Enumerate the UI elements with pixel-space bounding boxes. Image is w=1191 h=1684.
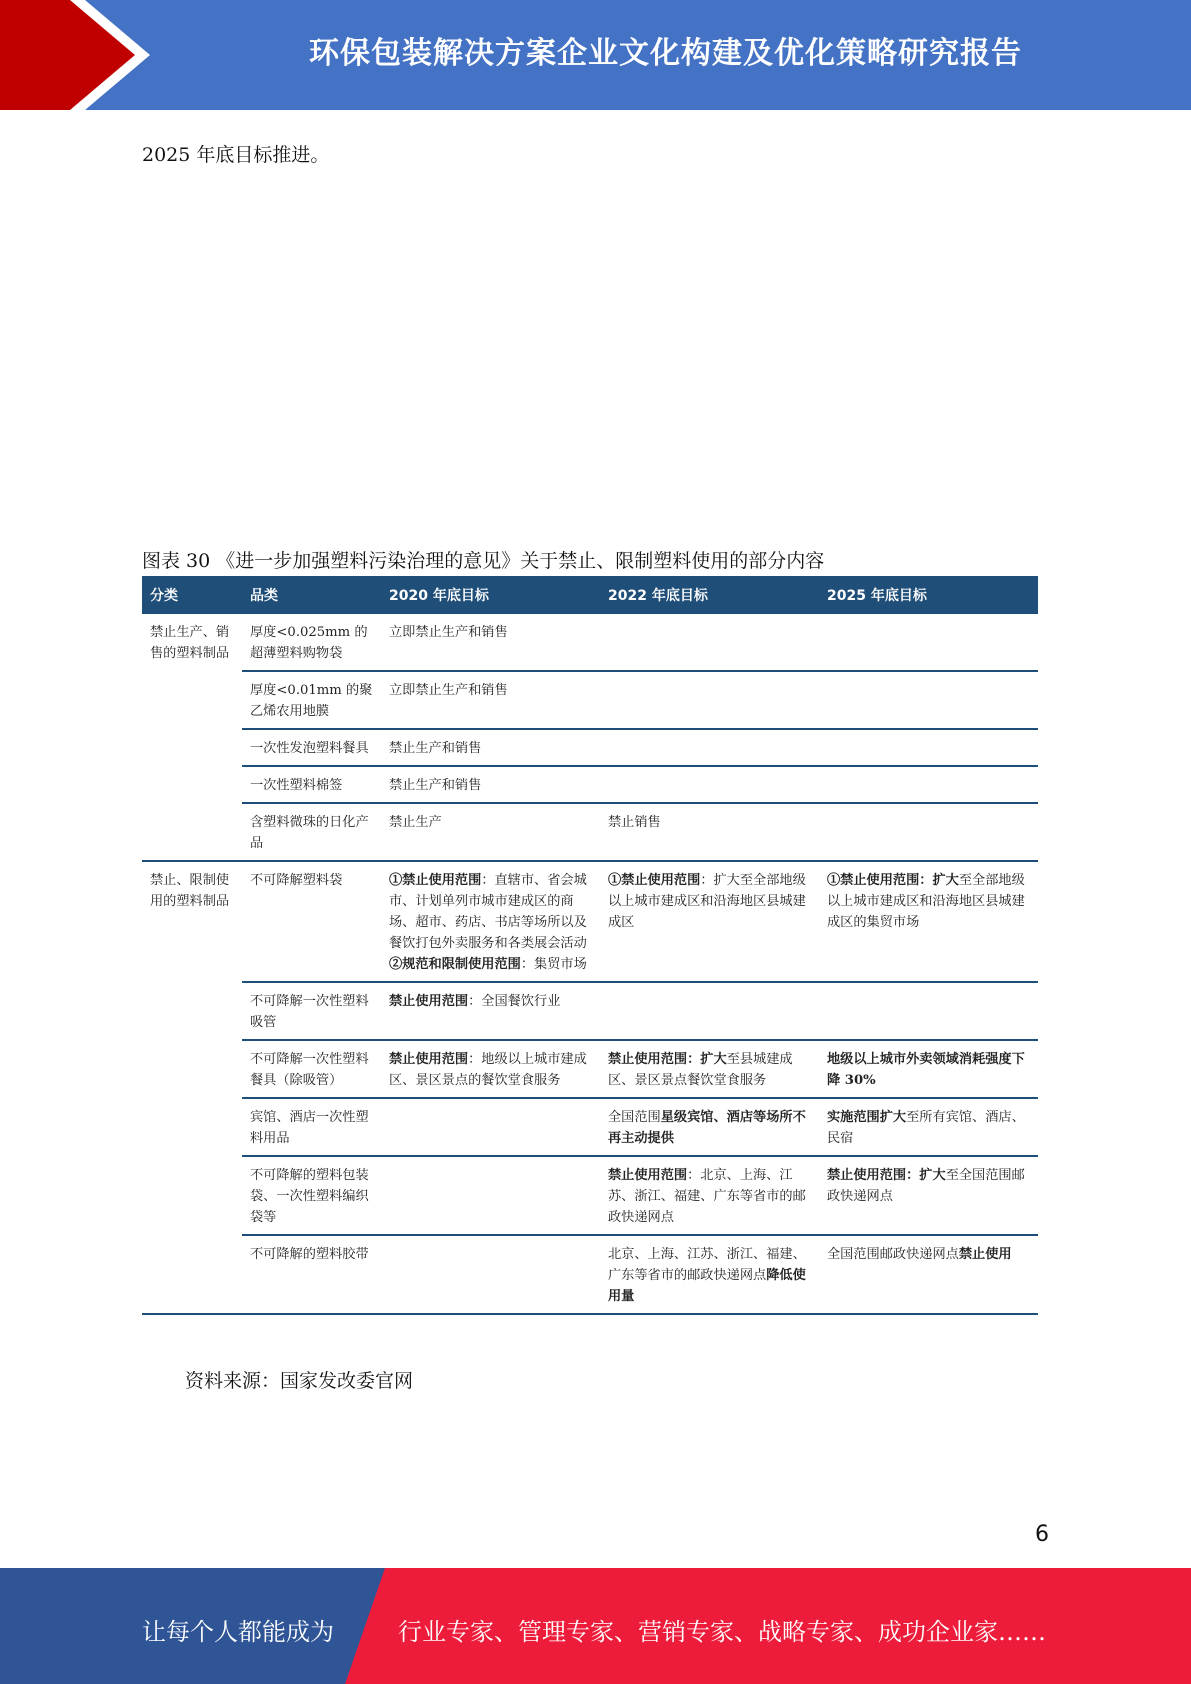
target-2025-cell: ①禁止使用范围：扩大至全部地级以上城市建成区和沿海地区县城建成区的集贸市场 bbox=[819, 861, 1038, 982]
item-cell: 厚度<0.025mm 的超薄塑料购物袋 bbox=[242, 614, 381, 671]
item-cell: 不可降解一次性塑料吸管 bbox=[242, 982, 381, 1040]
table-header-row bbox=[142, 576, 1038, 614]
target-2022-cell bbox=[600, 671, 819, 729]
table-row bbox=[142, 1235, 1038, 1314]
target-2025-cell bbox=[819, 982, 1038, 1040]
footer-slogan-right: 行业专家、管理专家、营销专家、战略专家、成功企业家…… bbox=[398, 1618, 1046, 1646]
target-2022-cell bbox=[600, 766, 819, 803]
table-row bbox=[142, 1098, 1038, 1156]
target-2025-cell bbox=[819, 729, 1038, 766]
target-2020-cell bbox=[381, 1098, 600, 1156]
target-2022-cell: 全国范围星级宾馆、酒店等场所不再主动提供 bbox=[600, 1098, 819, 1156]
table-row bbox=[142, 982, 1038, 1040]
target-2022-cell: 北京、上海、江苏、浙江、福建、广东等省市的邮政快递网点降低使用量 bbox=[600, 1235, 819, 1314]
target-2020-cell bbox=[381, 1235, 600, 1314]
target-2025-cell: 禁止使用范围：扩大至全国范围邮政快递网点 bbox=[819, 1156, 1038, 1235]
target-2020-cell: 立即禁止生产和销售 bbox=[381, 614, 600, 671]
item-cell: 含塑料微珠的日化产品 bbox=[242, 803, 381, 861]
target-2020-cell: 禁止生产 bbox=[381, 803, 600, 861]
target-2025-cell bbox=[819, 671, 1038, 729]
figure-caption: 图表 30 《进一步加强塑料污染治理的意见》关于禁止、限制塑料使用的部分内容 bbox=[142, 550, 825, 572]
intro-text: 2025 年底目标推进。 bbox=[142, 144, 330, 166]
target-2020-cell: ①禁止使用范围：直辖市、省会城市、计划单列市城市建成区的商场、超市、药店、书店等场所以及餐饮打包外卖服务和各类展会活动 ②规范和限制使用范围：集贸市场 bbox=[381, 861, 600, 982]
table-row bbox=[142, 1156, 1038, 1235]
target-2022-cell bbox=[600, 614, 819, 671]
item-cell: 厚度<0.01mm 的聚乙烯农用地膜 bbox=[242, 671, 381, 729]
target-2022-cell: 禁止使用范围：扩大至县城建成区、景区景点餐饮堂食服务 bbox=[600, 1040, 819, 1098]
target-2022-cell: ①禁止使用范围：扩大至全部地级以上城市建成区和沿海地区县城建成区 bbox=[600, 861, 819, 982]
footer-banner bbox=[0, 1568, 1191, 1684]
page-number: 6 bbox=[1035, 1522, 1049, 1547]
target-2022-cell: 禁止销售 bbox=[600, 803, 819, 861]
target-2020-cell: 禁止生产和销售 bbox=[381, 766, 600, 803]
header-banner bbox=[0, 0, 1191, 110]
table-row bbox=[142, 766, 1038, 803]
target-2020-cell: 禁止使用范围：全国餐饮行业 bbox=[381, 982, 600, 1040]
item-cell: 不可降解的塑料胶带 bbox=[242, 1235, 381, 1314]
target-2025-cell bbox=[819, 614, 1038, 671]
target-2022-cell: 禁止使用范围：北京、上海、江苏、浙江、福建、广东等省市的邮政快递网点 bbox=[600, 1156, 819, 1235]
item-cell: 不可降解塑料袋 bbox=[242, 861, 381, 982]
header-item: 品类 bbox=[242, 576, 381, 614]
item-cell: 宾馆、酒店一次性塑料用品 bbox=[242, 1098, 381, 1156]
table-row bbox=[142, 671, 1038, 729]
target-2025-cell bbox=[819, 766, 1038, 803]
item-cell: 一次性发泡塑料餐具 bbox=[242, 729, 381, 766]
item-cell: 不可降解的塑料包装袋、一次性塑料编织袋等 bbox=[242, 1156, 381, 1235]
table-row bbox=[142, 614, 1038, 671]
target-2020-cell: 禁止使用范围：地级以上城市建成区、景区景点的餐饮堂食服务 bbox=[381, 1040, 600, 1098]
target-2020-cell bbox=[381, 1156, 600, 1235]
target-2022-cell bbox=[600, 982, 819, 1040]
target-2025-cell: 全国范围邮政快递网点禁止使用 bbox=[819, 1235, 1038, 1314]
footer-slogan-left: 让每个人都能成为 bbox=[142, 1618, 334, 1646]
table-row bbox=[142, 1040, 1038, 1098]
header-2020: 2020 年底目标 bbox=[381, 576, 600, 614]
target-2020-cell: 禁止生产和销售 bbox=[381, 729, 600, 766]
header-2022: 2022 年底目标 bbox=[600, 576, 819, 614]
item-cell: 不可降解一次性塑料餐具（除吸管） bbox=[242, 1040, 381, 1098]
report-title: 环保包装解决方案企业文化构建及优化策略研究报告 bbox=[309, 36, 1022, 71]
table-row bbox=[142, 729, 1038, 766]
table-row bbox=[142, 861, 1038, 982]
header-2025: 2025 年底目标 bbox=[819, 576, 1038, 614]
target-2022-cell bbox=[600, 729, 819, 766]
target-2020-cell: 立即禁止生产和销售 bbox=[381, 671, 600, 729]
target-2025-cell bbox=[819, 803, 1038, 861]
item-cell: 一次性塑料棉签 bbox=[242, 766, 381, 803]
header-category: 分类 bbox=[142, 576, 242, 614]
target-2025-cell: 地级以上城市外卖领域消耗强度下降 30% bbox=[819, 1040, 1038, 1098]
category-cell: 禁止、限制使用的塑料制品 bbox=[150, 873, 230, 909]
chevron-decoration bbox=[0, 0, 160, 110]
source-note: 资料来源：国家发改委官网 bbox=[185, 1370, 414, 1392]
category-cell: 禁止生产、销售的塑料制品 bbox=[150, 625, 230, 661]
table-row bbox=[142, 803, 1038, 861]
policy-table bbox=[142, 576, 1038, 1315]
target-2025-cell: 实施范围扩大至所有宾馆、酒店、民宿 bbox=[819, 1098, 1038, 1156]
